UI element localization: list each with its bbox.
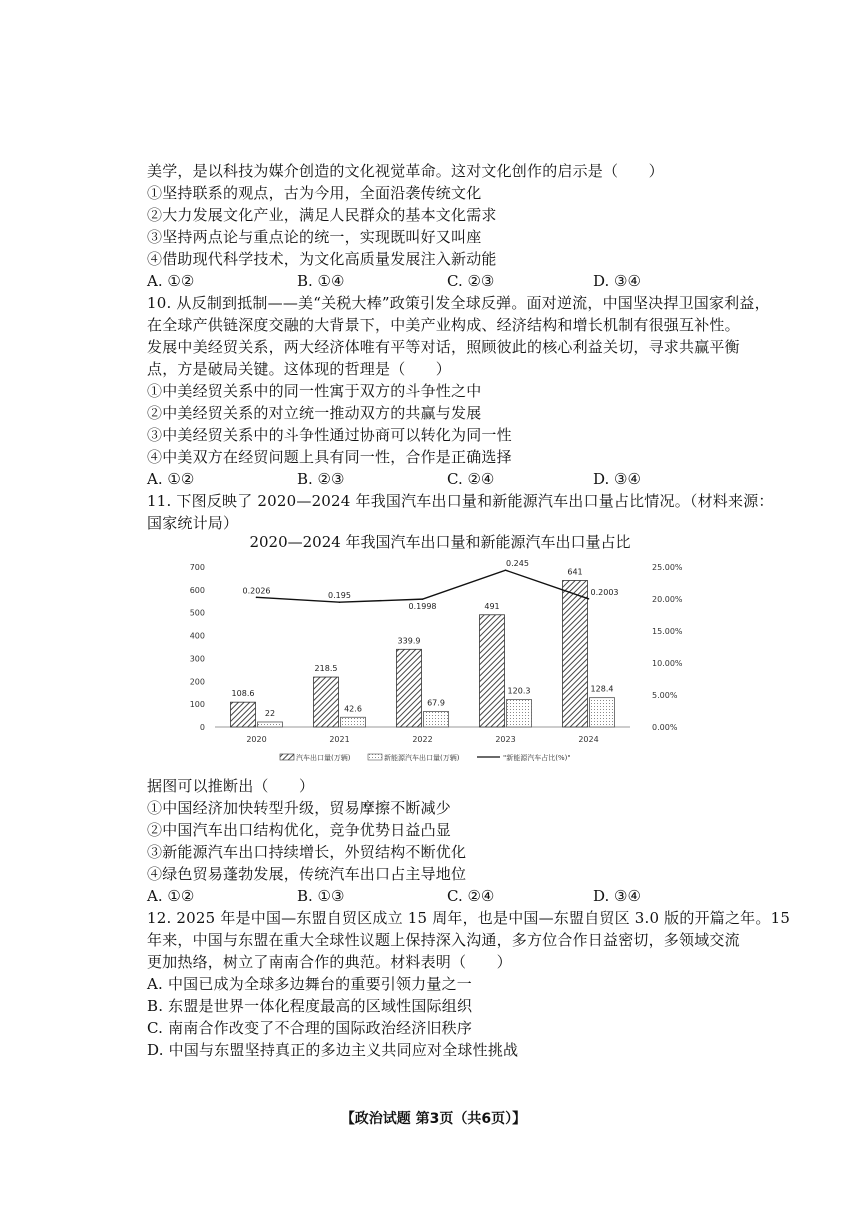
x-tick-label: 2023 — [495, 735, 516, 744]
q11-stem-line-2: 国家统计局） — [147, 514, 239, 532]
legend-swatch-total — [280, 754, 294, 760]
q11-question-prompt: 据图可以推断出（ ） — [147, 777, 315, 795]
chart-title: 2020—2024 年我国汽车出口量和新能源汽车出口量占比 — [249, 533, 631, 551]
legend-label-share: "新能源汽车占比(%)" — [503, 754, 571, 762]
q10-option-d[interactable]: D. ③④ — [593, 470, 641, 488]
y-left-tick-label: 500 — [189, 608, 205, 618]
q9-statement-2: ②大力发展文化产业，满足人民群众的基本文化需求 — [147, 206, 497, 224]
bar-total-export — [397, 649, 422, 727]
x-tick-label: 2022 — [412, 735, 433, 744]
bar-total-value-label: 218.5 — [314, 664, 338, 674]
bar-nev-export — [507, 700, 532, 727]
bar-total-export — [314, 677, 339, 727]
line-value-label: 0.245 — [506, 559, 529, 569]
chart-line-series — [256, 569, 590, 603]
bar-nev-value-label: 22 — [264, 708, 276, 718]
y-right-tick-label: 20.00% — [652, 595, 683, 604]
chart-value-labels — [232, 559, 619, 718]
bar-nev-value-label: 42.6 — [344, 704, 362, 714]
y-right-tick-label: 25.00% — [652, 563, 683, 572]
legend-label-nev: 新能源汽车出口量(万辆) — [384, 754, 460, 762]
q11-statement-4: ④绿色贸易蓬勃发展，传统汽车出口占主导地位 — [147, 865, 467, 883]
q9-statement-4: ④借助现代科学技术，为文化高质量发展注入新动能 — [147, 250, 497, 268]
q10-statement-1: ①中美经贸关系中的同一性寓于双方的斗争性之中 — [147, 382, 482, 400]
line-value-label: 0.195 — [328, 591, 351, 601]
y-right-tick-label: 10.00% — [652, 659, 683, 668]
q12-stem-line-1: 12. 2025 年是中国—东盟自贸区成立 15 周年，也是中国—东盟自贸区 3.0 版的开篇之年。15 — [147, 909, 791, 927]
q12-option-b[interactable]: B. 东盟是世界一体化程度最高的区域性国际组织 — [147, 997, 473, 1015]
x-tick-label: 2020 — [246, 735, 267, 744]
bar-total-value-label: 108.6 — [231, 689, 255, 699]
line-value-label: 0.2003 — [590, 587, 619, 597]
q9-statement-1: ①坚持联系的观点，古为今用，全面沿袭传统文化 — [147, 184, 482, 202]
y-left-tick-label: 0 — [199, 723, 205, 732]
q9-statement-3: ③坚持两点论与重点论的统一，实现既叫好又叫座 — [147, 228, 482, 246]
q10-option-a[interactable]: A. ①② — [147, 470, 195, 488]
q10-statement-4: ④中美双方在经贸问题上具有同一性，合作是正确选择 — [147, 448, 512, 466]
q9-stem-line: 美学，是以科技为媒介创造的文化视觉革命。这对文化创作的启示是（ ） — [147, 162, 664, 180]
bar-nev-export — [424, 711, 449, 727]
q10-option-b[interactable]: B. ②③ — [297, 470, 345, 488]
x-tick-label: 2021 — [329, 735, 350, 744]
q10-statement-3: ③中美经贸关系中的斗争性通过协商可以转化为同一性 — [147, 426, 512, 444]
q9-option-c[interactable]: C. ②③ — [447, 272, 495, 290]
q11-option-d[interactable]: D. ③④ — [593, 887, 641, 905]
y-left-tick-label: 400 — [189, 631, 205, 641]
page-footer: 【政治试题 第3页（共6页）】 — [340, 1111, 527, 1127]
bar-nev-export — [590, 698, 615, 727]
q11-option-c[interactable]: C. ②④ — [447, 887, 495, 905]
bar-total-export — [563, 580, 588, 727]
y-right-tick-label: 15.00% — [652, 627, 683, 636]
line-nev-share — [257, 570, 589, 602]
bar-total-value-label: 491 — [484, 601, 500, 611]
q10-stem-line-3: 发展中美经贸关系，两大经济体唯有平等对话，照顾彼此的核心利益关切，寻求共赢平衡 — [147, 338, 740, 356]
bar-nev-value-label: 120.3 — [507, 686, 531, 696]
q10-stem-line-2: 在全球产供链深度交融的大背景下，中美产业构成、经济结构和增长机制有很强互补性。 — [147, 316, 740, 334]
line-nev-share-point — [422, 598, 424, 600]
q9-option-d[interactable]: D. ③④ — [593, 272, 641, 290]
q10-stem-line-4: 点，方是破局关键。这体现的哲理是（ ） — [147, 360, 452, 378]
q12-stem-line-2: 年来，中国与东盟在重大全球性议题上保持深入沟通，多方位合作日益密切，多领域交流 — [147, 931, 740, 949]
chart-legend — [280, 753, 571, 762]
q11-statement-2: ②中国汽车出口结构优化，竞争优势日益凸显 — [147, 821, 452, 839]
q9-option-b[interactable]: B. ①④ — [297, 272, 345, 290]
line-value-label: 0.1998 — [408, 602, 437, 612]
bar-nev-export — [341, 717, 366, 727]
line-nev-share-point — [339, 601, 341, 603]
legend-swatch-nev — [368, 754, 382, 760]
export-chart — [170, 555, 710, 770]
q11-statement-1: ①中国经济加快转型升级，贸易摩擦不断减少 — [147, 799, 452, 817]
x-tick-label: 2024 — [578, 735, 599, 744]
q11-stem-line-1: 11. 下图反映了 2020—2024 年我国汽车出口量和新能源汽车出口量占比情况。（材料来源： — [147, 492, 774, 510]
y-left-tick-label: 100 — [189, 700, 205, 710]
q12-option-a[interactable]: A. 中国已成为全球多边舞台的重要引领力量之一 — [147, 975, 472, 993]
y-right-tick-label: 5.00% — [652, 691, 678, 700]
y-left-tick-label: 300 — [189, 654, 205, 664]
line-nev-share-point — [588, 598, 590, 600]
y-left-tick-label: 700 — [189, 563, 205, 572]
bar-total-value-label: 339.9 — [397, 636, 421, 646]
legend-label-total: 汽车出口量(万辆) — [296, 754, 351, 762]
y-right-tick-label: 0.00% — [652, 723, 678, 732]
q10-stem-line-1: 10. 从反制到抵制——美“关税大棒”政策引发全球反弹。面对逆流，中国坚决捍卫国家利益， — [147, 294, 770, 312]
q11-option-a[interactable]: A. ①② — [147, 887, 195, 905]
bar-total-value-label: 641 — [567, 567, 583, 577]
q11-statement-3: ③新能源汽车出口持续增长，外贸结构不断优化 — [147, 843, 467, 861]
bar-nev-value-label: 128.4 — [590, 684, 614, 694]
q12-option-c[interactable]: C. 南南合作改变了不合理的国际政治经济旧秩序 — [147, 1019, 473, 1037]
q10-statement-2: ②中美经贸关系的对立统一推动双方的共赢与发展 — [147, 404, 482, 422]
line-nev-share-point — [256, 597, 258, 599]
q10-option-c[interactable]: C. ②④ — [447, 470, 495, 488]
q11-option-b[interactable]: B. ①③ — [297, 887, 345, 905]
y-left-tick-label: 600 — [189, 585, 205, 595]
q9-option-a[interactable]: A. ①② — [147, 272, 195, 290]
line-nev-share-point — [505, 569, 507, 571]
line-value-label: 0.2026 — [242, 586, 271, 596]
bar-total-export — [231, 702, 256, 727]
bar-total-export — [480, 615, 505, 727]
q12-stem-line-3: 更加热络，树立了南南合作的典范。材料表明（ ） — [147, 953, 512, 971]
y-left-tick-label: 200 — [189, 677, 205, 687]
bar-nev-export — [258, 722, 283, 727]
q12-option-d[interactable]: D. 中国与东盟坚持真正的多边主义共同应对全球性挑战 — [147, 1041, 519, 1059]
bar-nev-value-label: 67.9 — [427, 698, 445, 708]
